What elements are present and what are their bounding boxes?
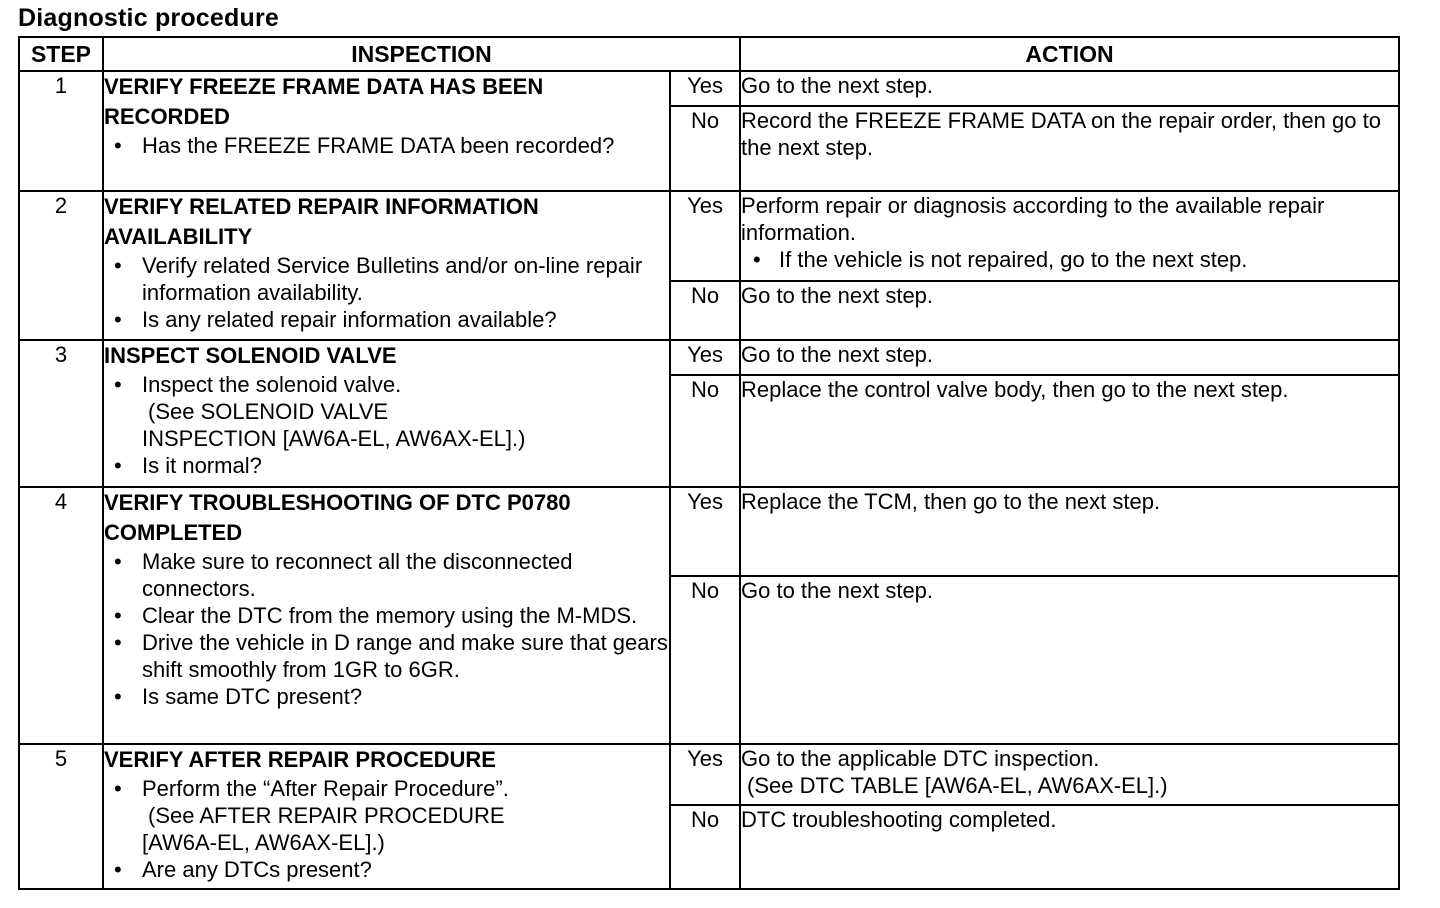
yes-label: Yes [670, 744, 740, 805]
action-bullets [741, 246, 1398, 273]
yes-action: Go to the applicable DTC inspection. [741, 746, 1100, 771]
table-row [19, 487, 1399, 576]
header-step: STEP [19, 37, 103, 71]
yes-label: Yes [670, 191, 740, 281]
yes-label: Yes [670, 487, 740, 576]
step-number: 3 [19, 340, 103, 487]
list-item: • Clear the DTC from the memory using the M-MDS. [104, 602, 669, 629]
bullet-text: Inspect the solenoid valve. [142, 372, 402, 397]
list-item: • Drive the vehicle in D range and make sure that gears shift smoothly from 1GR to 6GR. [104, 629, 669, 683]
inspection-cell [103, 71, 670, 191]
table-row [19, 340, 1399, 375]
list-item: • Are any DTCs present? [104, 856, 669, 883]
table-row [19, 744, 1399, 805]
inspection-bullets [104, 775, 669, 883]
yes-action: Perform repair or diagnosis according to the available repair information. [741, 193, 1325, 245]
yes-action-cell [740, 191, 1399, 281]
inspection-heading: VERIFY AFTER REPAIR PROCEDURE [104, 747, 496, 772]
step-number: 1 [19, 71, 103, 191]
no-label: No [670, 281, 740, 340]
header-action: ACTION [740, 37, 1399, 71]
list-item [104, 371, 669, 452]
list-item: • Has the FREEZE FRAME DATA been recorded? [104, 132, 669, 159]
reference-text: (See DTC TABLE [AW6A-EL, AW6AX-EL].) [747, 773, 1168, 798]
inspection-cell [103, 191, 670, 340]
step-number: 2 [19, 191, 103, 340]
table-row [19, 191, 1399, 281]
inspection-cell [103, 487, 670, 744]
no-label: No [670, 576, 740, 744]
inspection-cell [103, 744, 670, 889]
diagnostic-procedure-table [18, 36, 1400, 890]
list-item: • Verify related Service Bulletins and/or on-line repair information availability. [104, 252, 669, 306]
yes-label: Yes [670, 71, 740, 106]
bullet-text: Perform the “After Repair Procedure”. [142, 776, 509, 801]
inspection-bullets [104, 371, 669, 479]
step-number: 5 [19, 744, 103, 889]
yes-action-cell [740, 744, 1399, 805]
yes-action: Replace the TCM, then go to the next step. [740, 487, 1399, 576]
list-item: • Is same DTC present? [104, 683, 669, 710]
reference-text: (See AFTER REPAIR PROCEDURE [148, 803, 505, 828]
no-action: Go to the next step. [740, 576, 1399, 744]
inspection-bullets [104, 252, 669, 333]
no-action: Replace the control valve body, then go to the next step. [740, 375, 1399, 487]
list-item [104, 775, 669, 856]
step-number: 4 [19, 487, 103, 744]
yes-label: Yes [670, 340, 740, 375]
page-title: Diagnostic procedure [18, 4, 279, 32]
no-label: No [670, 375, 740, 487]
table-row [19, 71, 1399, 106]
no-action: DTC troubleshooting completed. [740, 805, 1399, 889]
inspection-cell [103, 340, 670, 487]
reference-text: [AW6A-EL, AW6AX-EL].) [142, 830, 385, 855]
inspection-bullets [104, 132, 669, 159]
reference-text: INSPECTION [AW6A-EL, AW6AX-EL].) [142, 426, 526, 451]
list-item: • Is it normal? [104, 452, 669, 479]
header-row [19, 37, 1399, 71]
inspection-heading: VERIFY FREEZE FRAME DATA HAS BEEN RECORDED [104, 74, 544, 129]
reference-text: (See SOLENOID VALVE [148, 399, 389, 424]
inspection-heading: VERIFY RELATED REPAIR INFORMATION AVAILABILITY [104, 194, 539, 249]
no-action: Go to the next step. [740, 281, 1399, 340]
inspection-heading: INSPECT SOLENOID VALVE [104, 343, 397, 368]
no-label: No [670, 106, 740, 191]
list-item: • Make sure to reconnect all the disconnected connectors. [104, 548, 669, 602]
inspection-bullets [104, 548, 669, 710]
inspection-heading: VERIFY TROUBLESHOOTING OF DTC P0780 COMPLETED [104, 490, 571, 545]
no-action: Record the FREEZE FRAME DATA on the repair order, then go to the next step. [740, 106, 1399, 191]
list-item: • Is any related repair information available? [104, 306, 669, 333]
no-label: No [670, 805, 740, 889]
yes-action: Go to the next step. [740, 340, 1399, 375]
list-item: • If the vehicle is not repaired, go to the next step. [741, 246, 1398, 273]
header-inspection: INSPECTION [103, 37, 740, 71]
yes-action: Go to the next step. [740, 71, 1399, 106]
